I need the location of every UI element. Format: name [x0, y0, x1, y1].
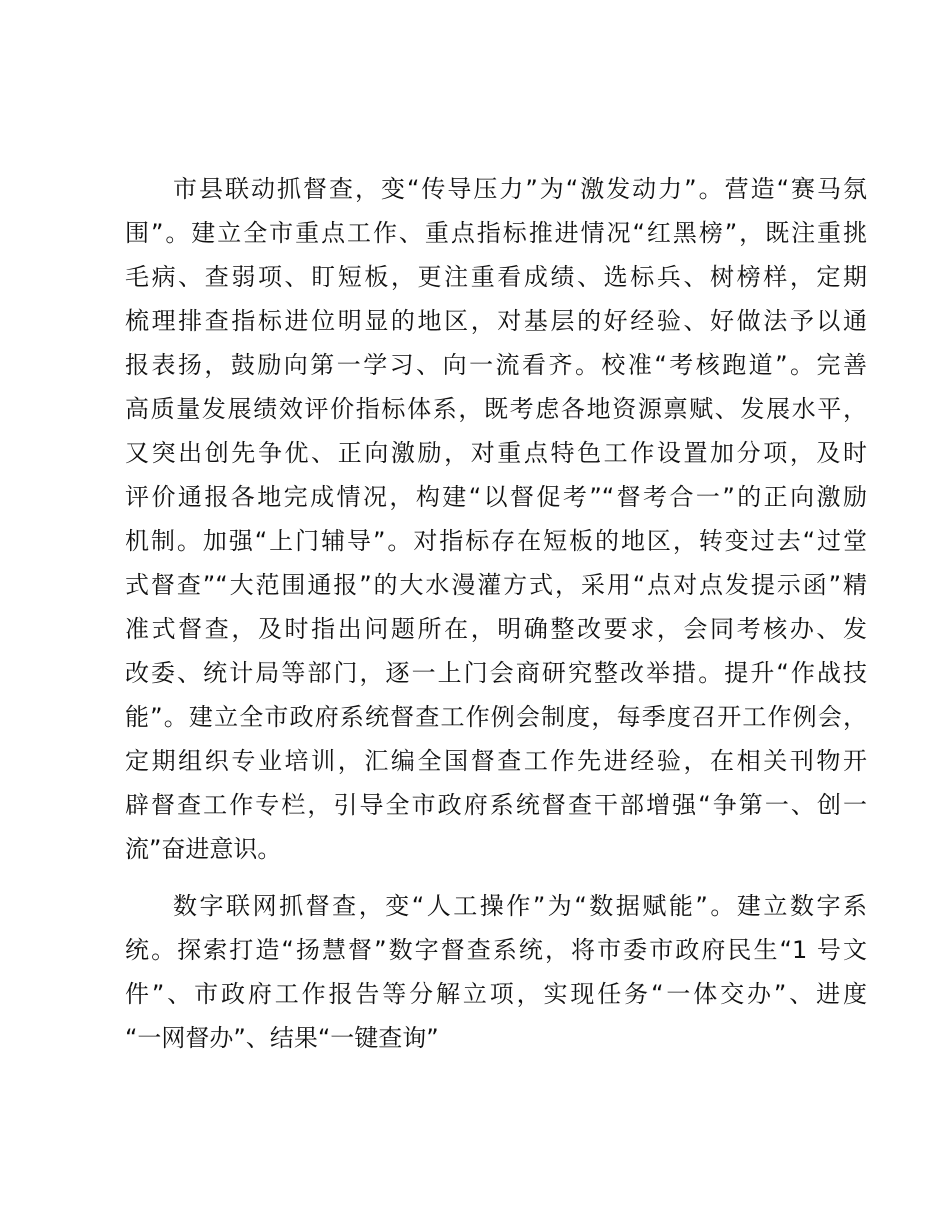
text-line: 数字联网抓督查，变“人工操作”为“数据赋能”。建立数字系 — [173, 892, 867, 920]
paragraph-1 — [125, 167, 867, 871]
text-line: 又突出创先争优、正向激励，对重点特色工作设置加分项，及时 — [125, 439, 867, 467]
text-line: 梳理排查指标进位明显的地区，对基层的好经验、好做法予以通 — [125, 307, 867, 335]
paragraph-2 — [125, 884, 867, 1060]
text-line: 毛病、查弱项、盯短板，更注重看成绩、选标兵、树榜样，定期 — [125, 263, 867, 291]
text-line: 机制。加强“上门辅导”。对指标存在短板的地区，转变过去“过堂 — [125, 527, 867, 555]
text-line: 市县联动抓督查，变“传导压力”为“激发动力”。营造“赛马氛 — [173, 175, 867, 203]
text-line: 准式督查，及时指出问题所在，明确整改要求，会同考核办、发 — [125, 615, 867, 643]
text-line: 改委、统计局等部门，逐一上门会商研究整改举措。提升“作战技 — [125, 659, 867, 687]
text-line: 流”奋进意识。 — [125, 835, 282, 863]
text-line: 辟督查工作专栏，引导全市政府系统督查干部增强“争第一、创一 — [125, 791, 867, 819]
text-line: 报表扬，鼓励向第一学习、向一流看齐。校准“考核跑道”。完善 — [125, 351, 867, 379]
text-line: 围”。建立全市重点工作、重点指标推进情况“红黑榜”，既注重挑 — [125, 219, 867, 247]
text-line: “一网督办”、结果“一键查询” — [125, 1024, 439, 1052]
text-line: 能”。建立全市政府系统督查工作例会制度，每季度召开工作例会， — [125, 703, 867, 731]
text-line: 高质量发展绩效评价指标体系，既考虑各地资源禀赋、发展水平， — [125, 395, 867, 423]
text-line: 评价通报各地完成情况，构建“以督促考”“督考合一”的正向激励 — [125, 483, 867, 511]
document-body — [125, 167, 867, 1060]
text-line: 式督查”“大范围通报”的大水漫灌方式，采用“点对点发提示函”精 — [125, 571, 867, 599]
text-line: 件”、市政府工作报告等分解立项，实现任务“一体交办”、进度 — [125, 980, 867, 1008]
paragraph-spacer — [125, 871, 867, 884]
text-line: 定期组织专业培训，汇编全国督查工作先进经验，在相关刊物开 — [125, 747, 867, 775]
text-line: 统。探索打造“扬慧督”数字督查系统，将市委市政府民生“1 号文 — [125, 936, 867, 964]
